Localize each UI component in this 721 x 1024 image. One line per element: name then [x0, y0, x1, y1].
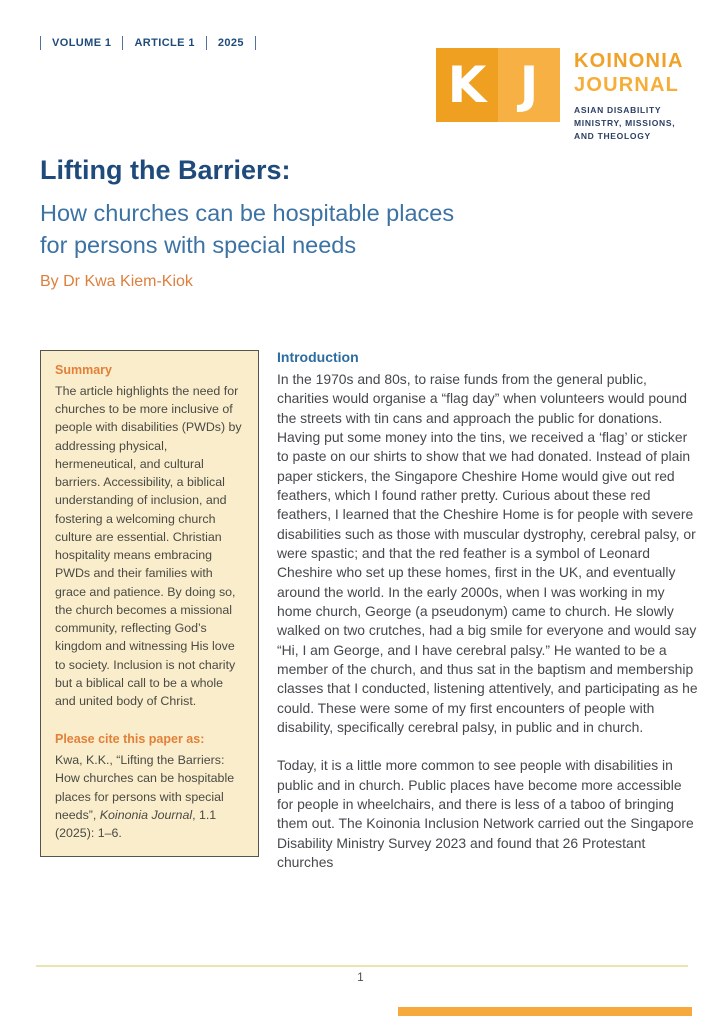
introduction-heading: Introduction: [277, 349, 359, 365]
logo-letter-j: J: [498, 48, 560, 122]
tagline-line2: MINISTRY, MISSIONS,: [574, 117, 676, 128]
subtitle-line1: How churches can be hospitable places: [40, 200, 455, 226]
page-subtitle: [40, 197, 454, 261]
footer-rule: [36, 965, 688, 967]
citation-section: [55, 732, 244, 842]
journal-name-line2: JOURNAL: [574, 74, 680, 96]
page-number: 1: [357, 972, 364, 984]
logo-wordmark: [574, 48, 684, 142]
page-title: Lifting the Barriers:: [40, 155, 291, 185]
summary-box: [40, 350, 259, 857]
intro-paragraph-2: Today, it is a little more common to see people with disabilities in public and in church. Public places have become more accessible for people in wheelchairs, and there is less of a taboo of bringing them out. The Koinonia Inclusion Network carried out the Singapore Disability Ministry Survey 2023 and found that 26 Protestant churches: [277, 757, 694, 870]
volume-meta-bar: [40, 36, 256, 50]
summary-heading: Summary: [55, 363, 112, 377]
journal-tagline: [574, 104, 684, 142]
logo-letter-k: K: [436, 48, 498, 122]
article-body-column: [277, 349, 701, 891]
citation-heading: Please cite this paper as:: [55, 732, 205, 747]
summary-text: The article highlights the need for churches to be more inclusive of people with disabilities (PWDs) by addressing physical, hermeneutical, and cultural barriers. Accessibility, a biblical understanding of inclusion, and fostering a welcoming church culture are essential. Christian hospitality means embracing PWDs and their families with grace and patience. By doing so, the church becomes a missional community, reflecting God’s kingdom and witnessing His love to society. Inclusion is not charity but a biblical call to be a whole and united body of Christ.: [55, 384, 242, 708]
footer-accent-bar: [398, 1007, 692, 1016]
journal-logo: [436, 48, 684, 142]
article-label: ARTICLE 1: [122, 36, 205, 50]
tagline-line1: ASIAN DISABILITY: [574, 105, 662, 115]
citation-text: [55, 751, 244, 842]
year-label: 2025: [206, 36, 256, 50]
subtitle-line2: for persons with special needs: [40, 232, 357, 259]
citation-post: , 1.1 (2025): 1–6.: [55, 807, 217, 841]
intro-paragraph-1: In the 1970s and 80s, to raise funds from the general public, charities would organise a “flag day” when volunteers would pound the streets with tin cans and approach the public for donations. Having put some money into the tins, we received a ‘flag’ or sticker to paste on our shirts to show that we had donated. Instead of plain paper stickers, the Singapore Cheshire Home would give out red feathers, which I found rather pretty. Curious about these red feathers, I learned that the Cheshire Home is for people with severe disabilities such as those with muscular dystrophy, cerebral palsy, or were spastic; and that the red feather is a symbol of Leonard Cheshire who set up these homes, first in the UK, and eventually around the world. In the early 2000s, when I was working in my home church, George (a pseudonym) came to church. He slowly walked on two crutches, had a big smile for everyone and would say “Hi, I am George, and I have cerebral palsy.” He wanted to be a member of the church, and thus sat in the baptism and membership classes that I conducted, listening attentively, and participating as he could. These were some of my first encounters of people with disability, specifically cerebral palsy, in public and in church.: [277, 371, 698, 735]
volume-label: VOLUME 1: [40, 36, 122, 50]
journal-name-line1: KOINONIA: [574, 50, 684, 72]
tagline-line3: AND THEOLOGY: [574, 130, 651, 141]
author-byline: By Dr Kwa Kiem-Kiok: [40, 273, 193, 290]
kj-logo-icon: [436, 48, 560, 142]
citation-journal-name: Koinonia Journal: [99, 807, 193, 822]
citation-pre: Kwa, K.K., “Lifting the Barriers: How churches can be hospitable places for persons with special needs”,: [55, 753, 235, 822]
